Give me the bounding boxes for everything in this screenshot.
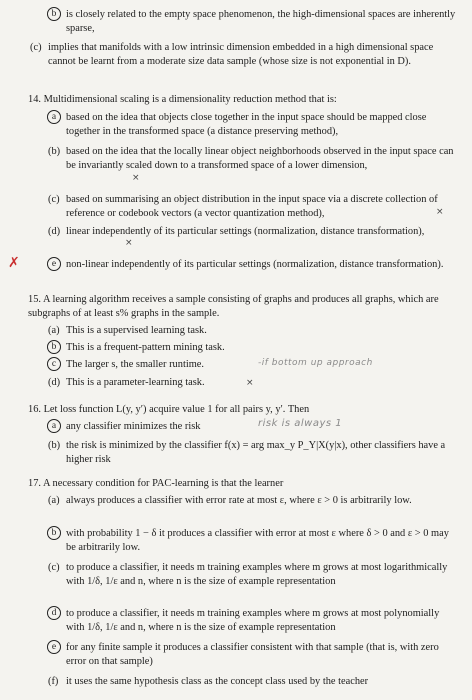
option-mark: (d) <box>48 226 61 237</box>
circled-mark: a <box>47 419 61 433</box>
option-text: This is a supervised learning task. <box>66 325 207 336</box>
red-cross-icon: ✗ <box>8 255 20 271</box>
option-mark: (f) <box>48 676 59 687</box>
option-text: with probability 1 − δ it produces a classifier with error at most ε where δ > 0 and ε > 0 may be arbitrarily low. <box>66 528 449 553</box>
option-mark: (d) <box>48 377 61 388</box>
cross-mark-icon: × <box>125 238 133 248</box>
option-mark: (a) <box>48 495 60 506</box>
option-text: implies that manifolds with a low intrinsic dimension embedded in a high dimensional space cannot be learnt from a moderate size data sample (whose size is not exponential in D). <box>48 42 434 67</box>
q17-title: 17. A necessary condition for PAC-learning is that the learner <box>28 478 284 489</box>
option-mark: (c) <box>30 42 42 53</box>
option-mark: (c) <box>48 562 60 573</box>
cross-mark-icon: × <box>246 378 254 388</box>
circled-mark: b <box>47 7 61 21</box>
option-text: the risk is minimized by the classifier f(x) = arg max_y P_Y|X(y|x), other classifiers have a higher risk <box>66 440 446 465</box>
option-text: is closely related to the empty space phenomenon, the high-dimensional spaces are inherently sparse, <box>66 9 456 34</box>
option-text: linear independently of its particular settings (normalization, distance transformation), <box>66 226 425 237</box>
option-text: to produce a classifier, it needs m training examples where m grows at most polynomially with 1/δ, 1/ε and n, where n is the size of example representation <box>66 608 440 633</box>
cross-mark-icon: × <box>436 207 444 217</box>
option-text: based on the idea that objects close together in the input space should be mapped close together in the transformed space (a distance preserving method), <box>66 112 427 137</box>
circled-mark: b <box>47 526 61 540</box>
option-text: based on the idea that the locally linear object neighborhoods observed in the input space can be invariantly scaled down to a transformed space of a lower dimension, <box>66 146 454 171</box>
option-text: The larger s, the smaller runtime. <box>66 359 205 370</box>
q14-title: 14. Multidimensional scaling is a dimensionality reduction method that is: <box>28 94 337 105</box>
option-text: This is a parameter-learning task. <box>66 377 205 388</box>
option-mark: (b) <box>48 146 61 157</box>
pencil-note: -if bottom up approach <box>258 358 373 368</box>
option-mark: (c) <box>48 194 60 205</box>
option-text: non-linear independently of its particular settings (normalization, distance transformation). <box>66 259 444 270</box>
circled-mark: e <box>47 640 61 654</box>
option-text: for any finite sample it produces a classifier consistent with that sample (that is, with zero error on that sample) <box>66 642 439 667</box>
option-text: it uses the same hypothesis class as the concept class used by the teacher <box>66 676 369 687</box>
q16-title: 16. Let loss function L(y, y′) acquire value 1 for all pairs y, y′. Then <box>28 404 310 415</box>
circled-mark: b <box>47 340 61 354</box>
option-text: to produce a classifier, it needs m training examples where m grows at most logarithmically with 1/δ, 1/ε and n, where n is the size of example representation <box>66 562 448 587</box>
option-mark: (b) <box>48 440 61 451</box>
circled-mark: a <box>47 110 61 124</box>
option-text: based on summarising an object distribution in the input space via a discrete collection of reference or codebook vectors (a vector quantization method), <box>66 194 438 219</box>
option-text: always produces a classifier with error rate at most ε, where ε > 0 is arbitrarily low. <box>66 495 412 506</box>
circled-mark: c <box>47 357 61 371</box>
q15-title: 15. A learning algorithm receives a sample consisting of graphs and produces all graphs, which are subgraphs of at least s% graphs in the sample. <box>28 294 439 319</box>
option-mark: (a) <box>48 325 60 336</box>
option-text: any classifier minimizes the risk <box>66 421 201 432</box>
circled-mark: e <box>47 257 61 271</box>
pencil-note: risk is always 1 <box>258 418 343 429</box>
cross-mark-icon: × <box>132 173 140 183</box>
circled-mark: d <box>47 606 61 620</box>
option-text: This is a frequent-pattern mining task. <box>66 342 225 353</box>
